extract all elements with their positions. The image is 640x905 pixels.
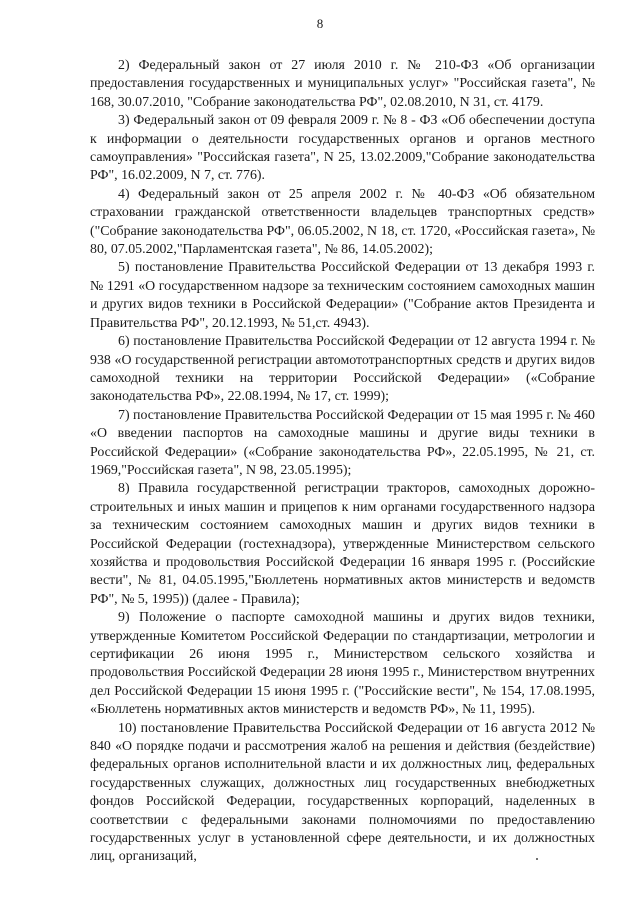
scan-speck (536, 858, 538, 860)
list-item-9: 9) Положение о паспорте самоходной машины и других видов техники, утвержденные Комитетом Российской Федерации по стандартизации, метрологии и сертификации 26 июня 1995 г., Министерством сельского хозяйства и продовольствия Российской Федерации 28 июня 1995 г., Министерством внутренних дел Российской Федерации 15 июня 1995 г. ("Российские вести", № 154, 17.08.1995, «Бюллетень нормативных актов министерств и ведомств РФ», № 11, 1995). (90, 610, 595, 718)
list-item-2: 2) Федеральный закон от 27 июля 2010 г. № 210-ФЗ «Об организации предоставления государственных и муниципальных услуг» "Российская газета", № 168, 30.07.2010, "Собрание законодательства РФ", 02.08.2010, N 31, ст. 4179. (90, 58, 595, 110)
list-item-5: 5) постановление Правительства Российской Федерации от 13 декабря 1993 г. № 1291 «О государственном надзоре за техническим состоянием самоходных машин и других видов техники в Российской Федерации» ("Собрание актов Президента и Правительства РФ", 20.12.1993, № 51,ст. 4943). (90, 260, 595, 331)
list-item-10: 10) постановление Правительства Российской Федерации от 16 августа 2012 № 840 «О порядке подачи и рассмотрения жалоб на решения и действия (бездействие) федеральных органов исполнительной власти и их должностных лиц, федеральных государственных служащих, должностных лиц государственных внебюджетных фондов Российской Федерации, государственных корпораций, наделенных в соответствии с федеральными законами полномочиями по предоставлению государственных услуг в установленной сфере деятельности, и их должностных лиц, организаций, (90, 720, 595, 865)
list-item-4: 4) Федеральный закон от 25 апреля 2002 г. № 40-ФЗ «Об обязательном страховании гражданской ответственности владельцев транспортных средств» ("Собрание законодательства РФ", 06.05.2002, N 18, ст. 1720, «Российская газета», № 80, 07.05.2002,"Парламентская газета", № 86, 14.05.2002); (90, 186, 595, 258)
list-item-3: 3) Федеральный закон от 09 февраля 2009 г. № 8 - ФЗ «Об обеспечении доступа к информации о деятельности государственных органов и органов местного самоуправления» "Российская газета", N 25, 13.02.2009,"Собрание законодательства РФ", 16.02.2009, N 7, ст. 776). (90, 113, 595, 184)
page-number: 8 (316, 16, 324, 31)
list-item-8: 8) Правила государственной регистрации тракторов, самоходных дорожно-строительных и иных машин и прицепов к ним органами государственного надзора за техническим состоянием самоходных машин и других видов техники в Российской Федерации (гостехнадзора), утвержденные Министерством сельского хозяйства и продовольствия Российской Федерации 16 января 1995 г. (Российские вести", № 81, 04.05.1995,"Бюллетень нормативных актов министерств и ведомств РФ", № 5, 1995)) (далее - Правила); (90, 481, 595, 607)
list-item-6: 6) постановление Правительства Российской Федерации от 12 августа 1994 г. № 938 «О государственной регистрации автомототранспортных средств и других видов самоходной техники на территории Российской Федерации» («Собрание законодательства РФ», 22.08.1994, № 17, ст. 1999); (90, 334, 595, 405)
document-body (90, 57, 595, 867)
list-item-7: 7) постановление Правительства Российской Федерации от 15 мая 1995 г. № 460 «О введении паспортов на самоходные машины и другие виды техники в Российской Федерации» («Собрание законодательства РФ», 22.05.1995, № 21, ст. 1969,"Российская газета", N 98, 23.05.1995); (90, 407, 595, 478)
